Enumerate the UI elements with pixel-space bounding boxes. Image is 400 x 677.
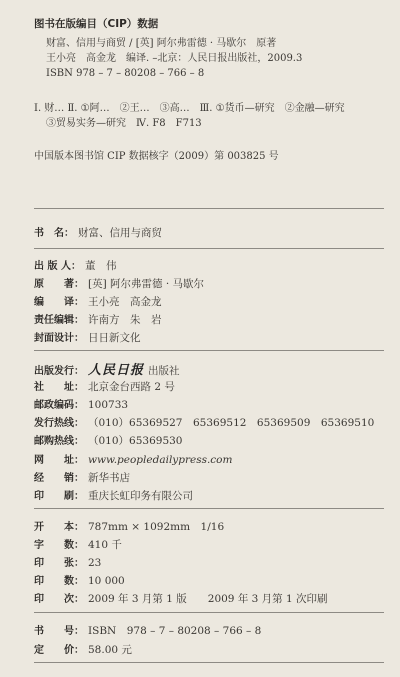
website-row: 网 址： www.peopledailypress.com (34, 454, 233, 466)
mail-order-row: 邮购热线： （010）65369530 (34, 435, 183, 447)
cip-class-line-1: Ⅰ. 财… Ⅱ. ①阿… ②王… ③高… Ⅲ. ①货币—研究 ②金融—研究 (34, 103, 345, 114)
translator-row: 编 译： 王小亮 高金龙 (34, 296, 162, 308)
price-row: 定 价： 58.00 元 (34, 644, 132, 656)
divider (34, 350, 384, 351)
cip-class-line-2: ③贸易实务—研究 Ⅳ. F8 F713 (46, 118, 202, 129)
original-author-row: 原 著： [英] 阿尔弗雷德 · 马歇尔 (34, 278, 205, 290)
isbn-row: 书 号： ISBN 978 – 7 – 80208 – 766 – 8 (34, 625, 262, 637)
website-link[interactable]: www.peopledailypress.com (88, 454, 233, 466)
divider (34, 662, 384, 663)
cip-block (34, 16, 384, 162)
book-title-value: 财富、信用与商贸 (78, 227, 162, 239)
cip-line-authors: 王小亮 高金龙 编译. –北京：人民日报出版社，2009.3 (46, 53, 303, 64)
cip-line-title: 财富、信用与商贸 / [英] 阿尔弗雷德 · 马歇尔 原著 (46, 38, 277, 49)
publisher-logo: 人民日报 (88, 363, 145, 378)
address-row: 社 址： 北京金台西路 2 号 (34, 381, 175, 393)
cip-classification (34, 101, 384, 131)
cip-line-isbn: ISBN 978 – 7 – 80208 – 766 – 8 (46, 68, 205, 79)
cover-design-row: 封面设计： 日日新文化 (34, 332, 141, 344)
book-title-label: 书 名： (34, 228, 74, 239)
divider (34, 508, 384, 509)
divider (34, 208, 384, 209)
editor-row: 责任编辑： 许南方 朱 岩 (34, 314, 162, 326)
publisher-person-row: 出 版 人： 董 伟 (34, 260, 117, 272)
cip-title: 图书在版编目（CIP）数据 (34, 18, 159, 30)
sheets-row: 印 张： 23 (34, 557, 102, 569)
divider (34, 612, 384, 613)
hotline-row: 发行热线： （010）65369527 65369512 65369509 65369510 (34, 417, 375, 429)
printer-row: 印 刷： 重庆长虹印务有限公司 (34, 490, 193, 502)
cip-data-code: 中国版本图书馆 CIP 数据核字（2009）第 003825 号 (34, 151, 279, 162)
distributor-row: 经 销： 新华书店 (34, 472, 130, 484)
edition-row: 印 次： 2009 年 3 月第 1 版 2009 年 3 月第 1 次印刷 (34, 593, 328, 605)
book-title-row (34, 224, 162, 240)
print-run-row: 印 数： 10 000 (34, 575, 125, 587)
publisher-row: 出版发行： 人民日报 出版社 (34, 363, 180, 378)
divider (34, 248, 384, 249)
word-count-row: 字 数： 410 千 (34, 539, 122, 551)
format-row: 开 本： 787mm × 1092mm 1/16 (34, 521, 225, 533)
postcode-row: 邮政编码： 100733 (34, 399, 129, 411)
